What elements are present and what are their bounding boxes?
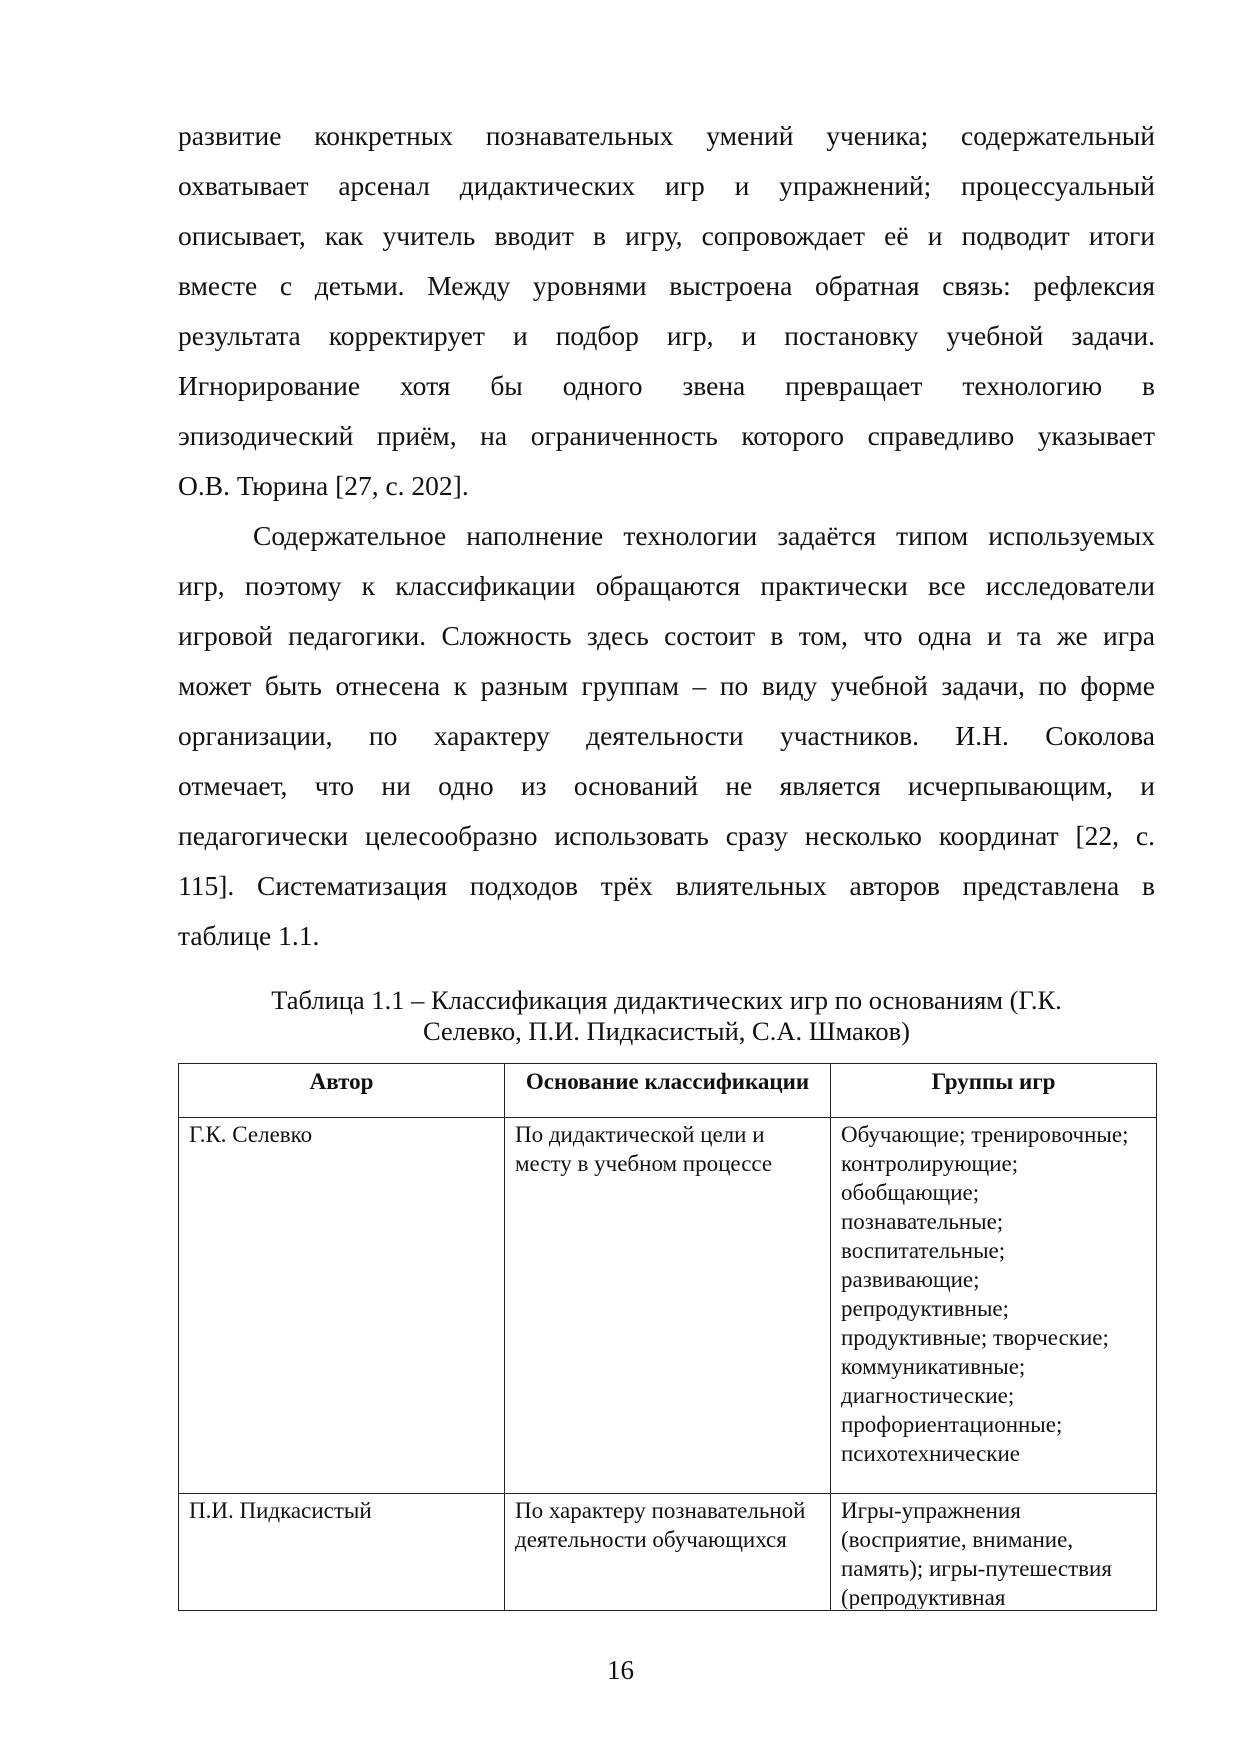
cell-basis (505, 1494, 831, 1611)
text-line: развитие конкретных познавательных умений ученика; содержательный (178, 120, 1155, 151)
classification-table (178, 1063, 1157, 1611)
text-line: Игнорирование хотя бы одного звена превращает технологию в (178, 370, 1155, 401)
cell-groups: Обучающие; тренировочные; контролирующие; обобщающие; познавательные; воспитательные; развивающие; репродуктивные; продуктивные; творческие; коммуникативные; диагностические; профориентационные; психотехнические (831, 1118, 1157, 1494)
text-line: эпизодический приём, на ограниченность которого справедливо указывает (178, 420, 1155, 451)
table-caption-line-2: Селевко, П.И. Пидкасистый, С.А. Шмаков) (423, 1016, 910, 1046)
cell-text: Игры-упражнения (восприятие, внимание, память); игры-путешествия (репродуктивная (841, 1498, 1112, 1609)
header-groups: Группы игр (831, 1064, 1157, 1118)
header-author: Автор (179, 1064, 505, 1118)
text-line: педагогически целесообразно использовать сразу несколько координат [22, с. (178, 820, 1155, 851)
table-row (179, 1494, 1157, 1611)
text-line: игровой педагогики. Сложность здесь состоит в том, что одна и та же игра (178, 620, 1155, 651)
text-line: игр, поэтому к классификации обращаются практически все исследователи (178, 570, 1155, 601)
cell-text: П.И. Пидкасистый (189, 1498, 372, 1523)
cell-text: По характеру познавательной деятельности обучающихся (515, 1498, 806, 1552)
cell-groups (831, 1494, 1157, 1611)
text-line: организации, по характеру деятельности участников. И.Н. Соколова (178, 720, 1155, 751)
cell-basis: По дидактической цели и месту в учебном процессе (505, 1118, 831, 1494)
text-line: описывает, как учитель вводит в игру, сопровождает её и подводит итоги (178, 220, 1155, 251)
header-basis: Основание классификации (505, 1064, 831, 1118)
text-line: Содержательное наполнение технологии задаётся типом используемых (253, 520, 1155, 551)
table-caption-line-1: Таблица 1.1 – Классификация дидактических игр по основаниям (Г.К. (271, 985, 1062, 1015)
text-line: охватывает арсенал дидактических игр и упражнений; процессуальный (178, 170, 1155, 201)
text-line: отмечает, что ни одно из оснований не является исчерпывающим, и (178, 770, 1155, 801)
text-line: может быть отнесена к разным группам – по виду учебной задачи, по форме (178, 670, 1155, 701)
table-header-row (179, 1064, 1157, 1118)
text-line: 115]. Систематизация подходов трёх влиятельных авторов представлена в (178, 870, 1155, 901)
cell-author: Г.К. Селевко (179, 1118, 505, 1494)
text-line: таблице 1.1. (178, 920, 320, 951)
text-line: результата корректирует и подбор игр, и постановку учебной задачи. (178, 320, 1155, 351)
page-number: 16 (607, 1655, 634, 1685)
text-line: О.В. Тюрина [27, с. 202]. (178, 470, 469, 501)
text-line: вместе с детьми. Между уровнями выстроена обратная связь: рефлексия (178, 270, 1155, 301)
cell-author (179, 1494, 505, 1611)
table-row (179, 1118, 1157, 1494)
